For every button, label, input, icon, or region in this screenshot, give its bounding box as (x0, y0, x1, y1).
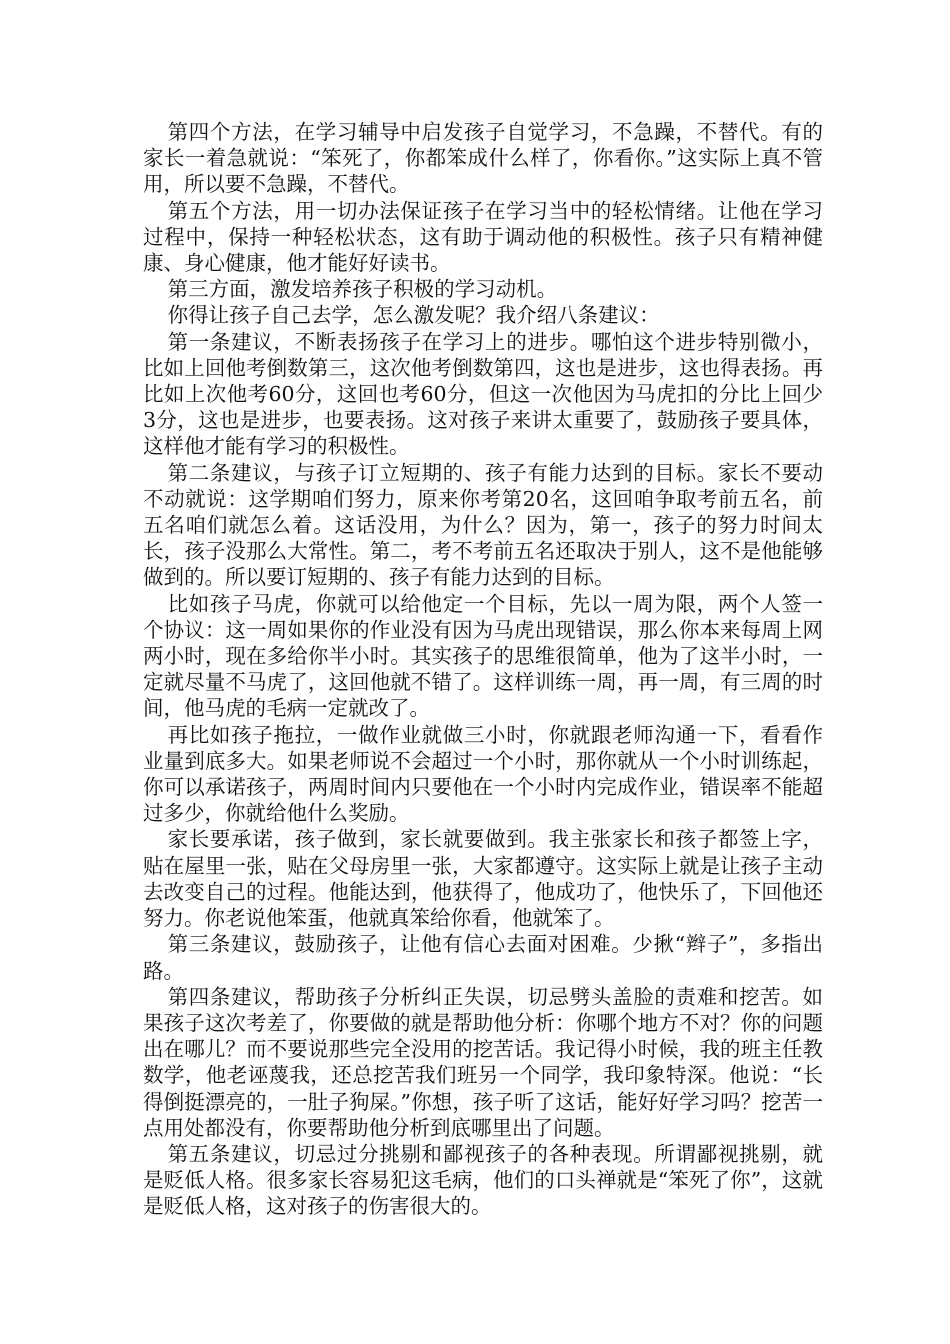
paragraph-example-procrastination: 再比如孩子拖拉，一做作业就做三小时，你就跟老师沟通一下，看看作业量到底多大。如果老师说不会超过一个小时，那你就从一个小时训练起，你可以承诺孩子，两周时间内只要他在一个小时内完成作业，错误率不能超过多少，你就给他什么奖励。 (143, 722, 823, 826)
paragraph-section-three-heading: 第三方面，激发培养孩子积极的学习动机。 (167, 277, 558, 302)
paragraph-suggestion-five: 第五条建议，切忌过分挑剔和鄙视孩子的各种表现。所谓鄙视挑剔，就是贬低人格。很多家长容易犯这毛病，他们的口头禅就是“笨死了你”，这就是贬低人格，这对孩子的伤害很大的。 (143, 1141, 823, 1219)
paragraph-eight-suggestions-intro: 你得让孩子自己去学，怎么激发呢？我介绍八条建议： (167, 303, 660, 328)
paragraph-method-five: 第五个方法，用一切办法保证孩子在学习当中的轻松情绪。让他在学习过程中，保持一种轻松状态，这有助于调动他的积极性。孩子只有精神健康、身心健康，他才能好好读书。 (143, 198, 823, 276)
paragraph-suggestion-three: 第三条建议，鼓励孩子，让他有信心去面对困难。少揪“辫子”，多指出路。 (143, 932, 823, 983)
paragraph-suggestion-one: 第一条建议，不断表扬孩子在学习上的进步。哪怕这个进步特别微小，比如上回他考倒数第三，这次他考倒数第四，这也是进步，这也得表扬。再比如上次他考60分，这回也考60分，但这一次他因为马虎扣的分比上回少3分，这也是进步，也要表扬。这对孩子来讲太重要了，鼓励孩子要具体，这样他才能有学习的积极性。 (143, 329, 823, 459)
paragraph-parent-promise: 家长要承诺，孩子做到，家长就要做到。我主张家长和孩子都签上字，贴在屋里一张，贴在父母房里一张，大家都遵守。这实际上就是让孩子主动去改变自己的过程。他能达到，他获得了，他成功了，他快乐了，下回他还努力。你老说他笨蛋，他就真笨给你看，他就笨了。 (143, 827, 823, 931)
document-page (143, 119, 823, 1220)
paragraph-suggestion-four: 第四条建议，帮助孩子分析纠正失误，切忌劈头盖脸的责难和挖苦。如果孩子这次考差了，你要做的就是帮助他分析：你哪个地方不对？你的问题出在哪儿？而不要说那些完全没用的挖苦话。我记得小时候，我的班主任教数学，他老诬蔑我，还总挖苦我们班另一个同学，我印象特深。他说：“长得倒挺漂亮的，一肚子狗屎。”你想，孩子听了这话，能好好学习吗？挖苦一点用处都没有，你要帮助他分析到底哪里出了问题。 (143, 984, 823, 1140)
paragraph-method-four: 第四个方法，在学习辅导中启发孩子自觉学习，不急躁，不替代。有的家长一着急就说：“笨死了，你都笨成什么样了，你看你。”这实际上真不管用，所以要不急躁，不替代。 (143, 120, 823, 197)
paragraph-example-careless: 比如孩子马虎，你就可以给他定一个目标，先以一周为限，两个人签一个协议：这一周如果你的作业没有因为马虎出现错误，那么你本来每周上网两小时，现在多给你半小时。其实孩子的思维很简单，他为了这半小时，一定就尽量不马虎了，这回他就不错了。这样训练一周，再一周，有三周的时间，他马虎的毛病一定就改了。 (143, 591, 823, 721)
paragraph-suggestion-two: 第二条建议，与孩子订立短期的、孩子有能力达到的目标。家长不要动不动就说：这学期咱们努力，原来你考第20名，这回咱争取考前五名，前五名咱们就怎么着。这话没用，为什么？因为，第一，孩子的努力时间太长，孩子没那么大常性。第二，考不考前五名还取决于别人，这不是他能够做到的。所以要订短期的、孩子有能力达到的目标。 (143, 460, 823, 590)
